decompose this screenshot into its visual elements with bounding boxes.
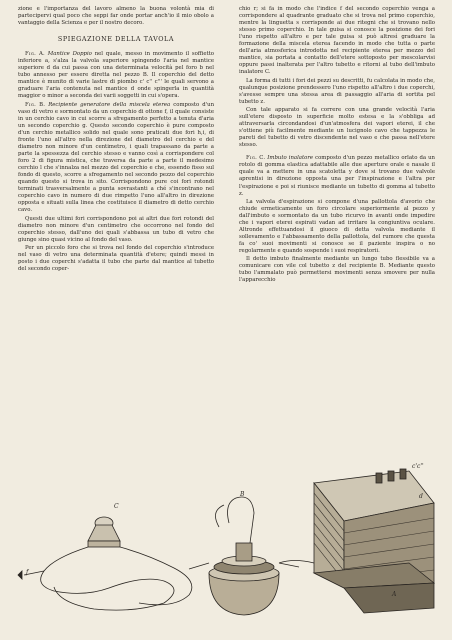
left-column [18,6,214,274]
fig-b-label: Fig. B. [25,101,46,108]
fig-a-label: Fig. A. [25,51,45,58]
figure-label-f: f [26,569,29,576]
fig-c-paragraph [239,155,435,197]
left-paragraph-0: zione e l'importanza del lavoro almeno la buona volontà mia di partecipervi qual poco che seppi far onde portar anch'io il mio obolo a vantaggio della Scienza e per il nostro decoro. [18,6,214,27]
figure-label-b: B [240,491,245,498]
right-paragraph-1: La forma di tutti i fori dei pezzi su descritti, fu calcolata in modo che, qualunque posizione prendessero l'uno rispetto all'altro i due coperchi, s'avesse sempre una stessa area di passaggio all'aria di sortita pel tubetto z. [239,77,435,105]
fig-c-label: Fig. C. [246,155,266,162]
apparatus-drawing [14,463,438,626]
fig-c-title: Imbuto inalatore [267,155,314,162]
right-paragraph-2: Con tale apparato si fa correre con una grande velocità l'aria sull'etere disposto in superficie molto estesa e la s'obbliga ad attraversarla circondandosi d'un'atmosfera dei vapori eterei, il che s'ottiene più facilmente mediante un lucignolo cavo che tappezza le pareti del tubetto di vetro discendente nel vaso e che passa nell'etere stesso. [239,107,435,149]
figure-label-a: A [392,591,397,598]
right-paragraph-0: chio r; si fa in modo che l'indice f del secondo coperchio venga a corrispondere al quadrante graduato che si trova nel primo coperchio, mentre la linguetta s corrisponde ai due ritegni che si trovano nello stesso primo coperchio. In tale guisa si conosce la posizione dei fori l'uno rispetto all'altro e per tale guisa si può altresì graduare la formazione della miscela eterea facendo in modo che tutta o parte dell'aria atmosferica introdotta nel recipiente eterea per mezzo del mantice, sia portata a contatto dell'etere sottoposto per mescolarvisi oppure passi inalterata per l'altro tubetto e ritorni al tubo dell'imbuto inalatore C. [239,6,435,76]
right-column [239,6,435,286]
fig-a-paragraph [18,51,214,100]
right-paragraph-4: La valvola d'espirazione si compone d'una pallottola d'avorio che chiude ermeticamente un foro circolare superiormente al pezzo y dall'imbuto e sormontato da un tubo ricurvo in avanti onde impedire che i vapori eterei espirati vadan ad irritare la congiuntiva oculare. Altronde effettuandosi il giuoco di detta valvola mediante il sollevamento e l'abbassamento della pallottola, del rumore che questa fa co' suoi movimenti si conosce se il paziente inspira o no regolarmente e quando sospende i suoi respiratorii. [239,198,435,255]
section-heading: SPIEGAZIONE DELLA TAVOLA [57,35,175,44]
fig-b-text: composto d'un vaso di vetro e sormontato da un coperchio di ottone f, il quale consiste in un cerchio cavo in cui scorre a sfregamento perfetto a tenuta d'aria un secondo coperchio g. Questo secondo coperchio è pure composto d'un cerchio metallico solido nel quale sono praticati due fori h,i, di fronte l'uno all'altro nella direzione del diametro del cerchio e del diametro non minore d'un centimetro, i quali trapassano da parte a parte la spessezza del cerchio stesso e vanno così a corrispondere col foro 2 di figura mistica, che traversa da parte a parte il medesimo cerchio l che s'innalza nel mezzo del coperchio e che, essendo fisso sul fondo di questo, scorre a sfregamento nel secondo pezzo del coperchio quando questo si trova in sito. Corrispondono pure coi fori rotondi terminati trasversalmente a punta sovrastanti a ché s'incontrano nel coperchio cavo in numero di due rimpetto l'uno all'altro in direzione opposta e situati sulla linea che costituisce il diametro di detto cerchio cavo. [18,101,215,214]
bellows-drawing [279,469,434,613]
fig-a-title: Mantice Doppio [47,51,92,58]
fig-b-title: Recipiente generatore della miscela eterea [48,101,171,108]
fig-c-text: composto d'un pezzo metallico orlato da un rotolo di gomma elastica adattabile alle due aperture orale e nasale il quale va a mettere in una scatoletta y dove si trovano due valvole aprentisi in direzione opposta una per l'inspirazione e l'altra per l'espirazione e poi si riunisce mediante un tubetto di gomma al tubetto z. [239,155,435,197]
fig-b-paragraph [18,102,214,215]
fig-a-text: nel quale, messo in movimento il soffietto inferiore a, s'alza la valvola superiore spingendo l'aria nel mantice superiore d da cui passa con una determinata velocità pel foro b nel tubo annesso per essere diretta nel pezzo B. Il coperchio del detto mantice è munito di varie lastre di piombo c' c'' c''' le quali servono a graduare l'aria contenuta nel mantice d onde spingerla in quantità maggior o minor a seconda dei varii soggetti in cui s'opera. [18,51,215,100]
left-paragraph-3: Questi due ultimi fori corrispondono poi ai altri due fori rotondi del diametro non minore d'un centimetro che occorrono nel fondo del coperchio stesso, dall'uno dei quali s'abbassa un tubo di vetro che giunge sino quasi vicino al fondo del vaso. [18,215,214,243]
apparatus-illustration [14,463,438,626]
right-paragraph-5: Il detto imbuto finalmente mediante un lungo tubo flessibile va a comunicare con vile col tubetto z del recipiente B. Mediante questo tubo l'ammalato può permettersi movimenti senza smovere per nulla l'apparecchio [239,256,435,284]
figure-label-c-marks: c'c'' [412,463,424,470]
figure-label-c: C [114,503,119,510]
inhaler-funnel-drawing [18,517,192,610]
figure-label-d: d [419,493,423,500]
left-paragraph-4: Per un piccolo foro che si trova nel fondo del coperchio s'introduce nel vaso di vetro una determinata quantità d'etere; quindi messi in posto i due coperchi s'adatta il tubo che parte dal mantice al tubetto del secondo coper- [18,245,214,273]
ether-vessel-drawing [189,497,299,615]
